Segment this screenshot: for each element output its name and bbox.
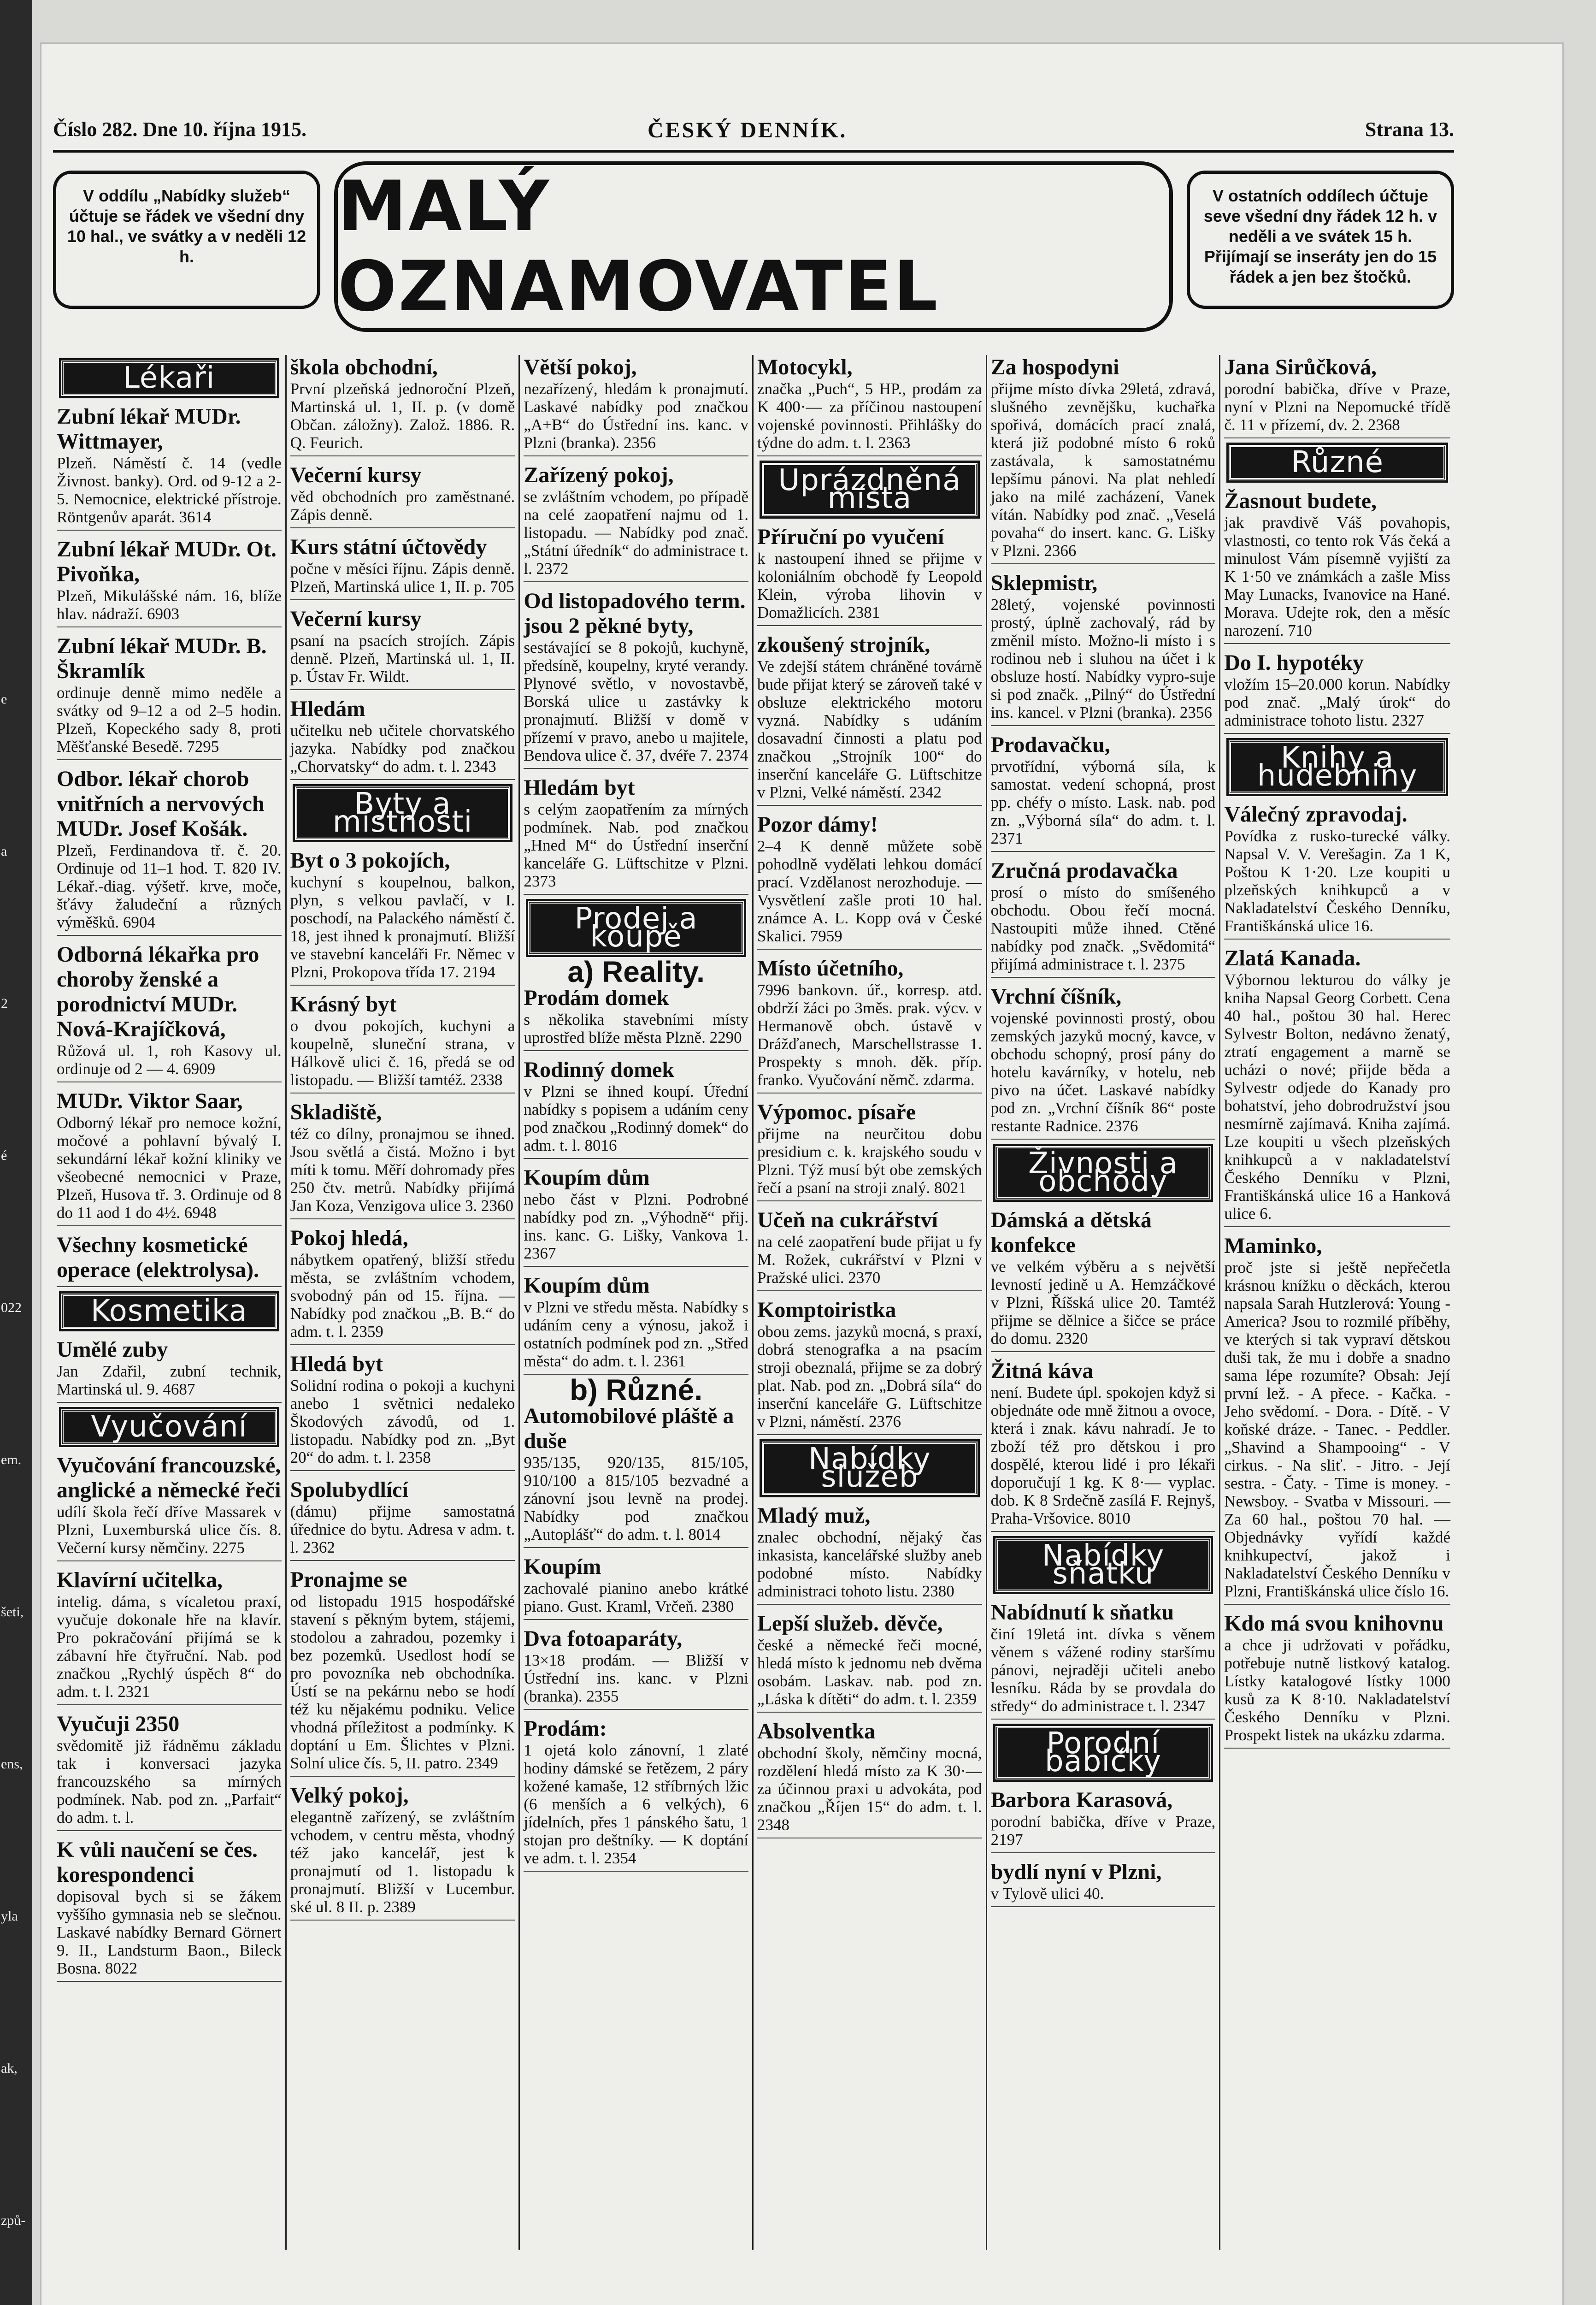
ad-headline: K vůli naučení se čes. korespondenci <box>57 1838 258 1887</box>
classified-columns <box>53 355 1454 2250</box>
ad-headline: Hledám byt <box>524 775 635 800</box>
ad-body: Jan Zdařil, zubní technik, Martinská ul. 9. 4687 <box>57 1362 282 1398</box>
classified-ad <box>290 1100 515 1219</box>
ad-column <box>754 355 987 2250</box>
classified-ad <box>1224 1234 1450 1605</box>
ad-body: udílí škola řečí dříve Massarek v Plzni, Luxemburská ulice čís. 8. Večerní kursy němčiny. 2275 <box>57 1503 282 1557</box>
classified-ad <box>1224 355 1450 438</box>
classified-banner <box>53 161 1454 337</box>
classified-ad <box>290 1352 515 1471</box>
classified-ad <box>524 1554 748 1620</box>
ad-headline: Za hospodyni <box>990 355 1119 379</box>
ad-body: od listopadu 1915 hospodářské stavení s pěkným bytem, stájemi, stodolou a zahradou, pozemky i bez pozemků. Usedlost hodí se pro povozníka neb obchodníka. Ústí se na pekárnu nebo se hodí též ku nějakému podniku. Velice vhodná příležitost a podmínky. K doptání u Em. Šlichtes v Plzni. Solní ulice čís. 5, II. patro. 2349 <box>290 1592 515 1772</box>
category-heading: Byty a místnosti <box>295 786 511 840</box>
classified-ad <box>1224 1611 1450 1749</box>
ad-headline: Velký pokoj, <box>290 1783 409 1808</box>
ad-body: též co dílny, pronajmou se ihned. Jsou světlá a čistá. Možno i byt míti k tomu. Měří dohromady přes 250 čtv. metrů. Nabídky přijímá Jan Koza, Venzigova ulice 3. 2360 <box>290 1125 515 1215</box>
ad-body: sestávající se 8 pokojů, kuchyně, předsíně, koupelny, kryté verandy. Plynové světlo, v novostavbě, Borská ulice u zastávky k pronajmutí. Bližší v domě v přízemí v pravo, anebo u majitele, Bendova ulice č. 37, dvéře 7. 2374 <box>524 638 748 764</box>
ad-body: k nastoupení ihned se přijme v koloniálním obchodě fy Leopold Klein, výroba lihovin v Domažlicích. 2381 <box>757 550 982 621</box>
ad-body: 28letý, vojenské povinnosti prostý, úplně zachovalý, rád by změnil místo. Možno-li místo i s rodinou neb i sluhou na účet i k obsluze hostí. Nabídky vypro-suje si pod značk. „Pilný“ do Ústřední ins. kancel. v Plzni (branka). 2356 <box>990 596 1216 721</box>
category-heading: Kosmetika <box>61 1294 277 1329</box>
ad-headline: Žitná káva <box>990 1359 1094 1383</box>
category-heading: Vyučování <box>61 1409 277 1445</box>
classified-ad <box>57 1453 282 1561</box>
classified-ad <box>57 1568 282 1705</box>
ad-body: nezařízený, hledám k pronajmutí. Laskavé nabídky pod značkou „A+B“ do Ústřední ins. kanc. v Plzni (branka). 2356 <box>524 380 748 452</box>
ad-headline: Prodavačku, <box>990 733 1110 757</box>
classified-ad <box>290 1783 515 1921</box>
ad-headline: Lepší služeb. děvče, <box>757 1611 943 1636</box>
ad-headline: zkoušený strojník, <box>757 632 931 657</box>
ad-body: psaní na psacích strojích. Zápis denně. Plzeň, Martinská ul. 1, II. p. Ústav Fr. Wildt. <box>290 632 515 686</box>
ad-body: nábytkem opatřený, bližší středu města, se zvláštním vchodem, svobodný pán od 15. října. — Nabídky pod značkou „B. B.“ do adm. t. l. 2359 <box>290 1251 515 1341</box>
ad-body: přijme na neurčitou dobu presidium c. k. krajského soudu v Plzni. Týž musí být obe zemských řečí a psaní na stroji znalý. 8021 <box>757 1125 982 1197</box>
ad-headline: Do I. hypotéky <box>1224 650 1364 675</box>
ad-body: 2–4 K denně můžete sobě pohodlně vydělati lehkou domácí prací. Vzdělanost nerozhoduje. — Vysvětlení zašle proti 10 hal. známce A. L. Kopp ová v České Skalici. 7959 <box>757 837 982 945</box>
ad-body: na celé zaopatření bude přijat u fy M. Rožek, cukrářství v Plzni v Pražské ulici. 2370 <box>757 1233 982 1287</box>
classified-ad <box>524 589 748 769</box>
ad-body: Povídka z rusko-turecké války. Napsal V. V. Verešagin. Za 1 K, Poštou K 1·20. Lze koupiti u plzeňských knihkupců a v Nakladatelství Českého Denníku, Františkánská ulice 16. <box>1224 827 1450 935</box>
ad-headline: Byt o 3 pokojích, <box>290 848 450 873</box>
classified-ad <box>57 1712 282 1831</box>
ad-headline: Větší pokoj, <box>524 355 637 379</box>
classified-ad <box>1224 946 1450 1227</box>
ad-body: Solidní rodina o pokoji a kuchyni anebo 1 světnici nedaleko Škodových závodů, od 1. listopadu. Nabídky pod zn. „Byt 20“ do adm. t. l. 2358 <box>290 1377 515 1466</box>
classified-ad <box>57 1337 282 1403</box>
ad-column <box>987 355 1221 2250</box>
classified-ad <box>991 858 1216 978</box>
ad-headline: Vyučuji 2350 <box>57 1712 180 1736</box>
classified-ad <box>524 1273 748 1375</box>
ad-headline: Spolubydlící <box>290 1478 408 1502</box>
classified-ad <box>57 404 282 531</box>
classified-ad <box>757 812 982 950</box>
ad-headline: Nabídnutí k sňatku <box>990 1600 1174 1625</box>
classified-ad <box>524 1626 748 1710</box>
page-header <box>53 118 1454 153</box>
classified-ad <box>757 632 982 806</box>
ad-headline: Pozor dámy! <box>757 812 878 837</box>
ad-body: porodní babička, dříve v Praze, nyní v Plzni na Nepomucké třídě č. 11 v přízemí, dv. 2. 2368 <box>1224 380 1450 434</box>
ad-headline: Absolventka <box>757 1719 876 1744</box>
adjacent-page-fragment: 022 <box>1 1300 22 1315</box>
classified-ad <box>290 1478 515 1561</box>
ad-body: Plzeň, Mikulášské nám. 16, blíže hlav. nádraží. 6903 <box>57 587 282 623</box>
classified-ad <box>757 1208 982 1291</box>
ad-headline: Zručná prodavačka <box>990 858 1178 883</box>
ad-body: znalec obchodní, nějaký čas inkasista, kancelářské služby aneb podobné místo. Nabídky administraci tohoto listu. 2380 <box>757 1528 982 1600</box>
ad-body: ve velkém výběru a s největší levností jedině u A. Hemzáčkové v Plzni, Říšská ulice 20. Tamtéž přijme se dělnice a šičce se práce do domu. 2320 <box>990 1258 1216 1348</box>
category-heading: Lékaři <box>61 361 277 396</box>
ad-body: české a německé řeči mocné, hledá místo k jednomu neb dvěma osobám. Laskav. nab. pod zn. „Láska k dítěti“ do adm. t. l. 2359 <box>757 1636 982 1708</box>
ad-headline: Mladý muž, <box>757 1503 871 1528</box>
category-heading: Uprázdněná místa <box>762 463 978 516</box>
ad-headline: Zubní lékař MUDr. Wittmayer, <box>57 404 241 454</box>
ad-body: 1 ojetá kolo zánovní, 1 zlaté hodiny dámské se řetězem, 2 páry kožené kamaše, 12 stříbrných lžic (6 menších a 6 velkých), 6 jídelních, přes 1 pánského šatu, 1 stojan pro deštníky. — K doptání ve adm. t. l. 2354 <box>524 1741 748 1867</box>
adjacent-page-fragment: ak, <box>1 2061 18 2076</box>
classified-ad <box>991 984 1216 1140</box>
ad-body: intelig. dáma, s vícaletou praxí, vyučuje dokonale hře na klavír. Pro pokračování přijímá se k zábavní hře čtyřruční. Nab. pod značkou „Rychlý úspěch 8“ do adm. t. l. 2321 <box>57 1593 282 1701</box>
ad-headline: Umělé zuby <box>57 1337 168 1362</box>
ad-headline: Kurs státní účtovědy <box>290 535 487 559</box>
ad-body: proč jste si ještě nepřečetla krásnou knížku o děckách, kterou napsala Sarah Hutzlerová: Young - America? Jsou to rozmilé příběhy, ve kterých si tak vypraví dětskou duši tak, že mu i dobře a snadno sama lépe rozumíte? Obsah: Její první lež. - A přece. - Kačka. - Jeho svědomí. - Dora. - Dítě. - V koňské dráze. - Tanec. - Peddler. „Shavind a Shampooing“ - V cirkus. - Na sliť. - Jitro. - Její sestra. - Čaty. - Time is money. - Newsboy. - Svatba v Missouri. — Za 60 hal., poštou 70 hal. — Objednávky vyřídí každé knihkupectví, jakož i Nakladatelství Českého Denníku v Plzni, Františkánská ulice číslo 16. <box>1224 1259 1450 1600</box>
ad-headline: Učeň na cukrářství <box>757 1208 938 1232</box>
ad-body: 7996 bankovn. úř., korresp. atd. obdrží žáci po 3měs. prak. výcv. v Hermanově obch. ústavě v Drážďanech, Marschellstrasse 1. Prospekty s mnoh. děk. příp. franko. Vyučování němč. zdarma. <box>757 981 982 1089</box>
classified-ad <box>757 1611 982 1713</box>
classified-ad <box>57 634 282 760</box>
ad-body: obou zems. jazyků mocná, s praxí, dobrá stenografka a na psacím stroji obeznalá, přijme se za dobrý plat. Nab. pod zn. „Dobrá síla“ do inserční kanceláře G. Lüftschitze v Plzni, náměstí. 2376 <box>757 1323 982 1430</box>
classified-ad <box>290 463 515 528</box>
classified-ad <box>757 1298 982 1435</box>
ad-headline: Sklepmistr, <box>990 571 1098 595</box>
ad-body: Růžová ul. 1, roh Kasovy ul. ordinuje od 2 — 4. 6909 <box>57 1042 282 1078</box>
ad-headline: Dva fotoaparáty, <box>524 1626 683 1651</box>
ad-body: První plzeňská jednoroční Plzeň, Martinská ul. 1, II. p. (v domě Občan. záložny). Založ. 1886. R. Q. Feurich. <box>290 380 515 452</box>
ad-headline: Odbor. lékař chorob vnitřních a nervových MUDr. Josef Košák. <box>57 767 265 841</box>
ad-column <box>287 355 520 2250</box>
classified-ad <box>991 355 1216 564</box>
classified-ad <box>757 355 982 456</box>
ad-headline: Automobilové pláště a duše <box>524 1404 734 1453</box>
ad-body: obchodní školy, němčiny mocná, rozdělení hledá místo za K 30·— za účinnou praxi u advokáta, pod značkou „Říjen 15“ do adm. t. l. 2348 <box>757 1744 982 1834</box>
classified-ad <box>290 697 515 780</box>
ad-headline: Výpomoc. písaře <box>757 1100 916 1124</box>
ad-headline: Hledá byt <box>290 1352 383 1376</box>
ad-body: přijme místo dívka 29letá, zdravá, slušného zevnějšku, kuchařka spořivá, domácích prací znalá, která již podobné místo 6 roků zastávala, k samostatnému lepšímu pánovi. Na plat nehledí jako na milé zacházení, Vanek vítán. Nabídky pod znač. „Veselá povaha“ do insert. kanc. G. Lišky v Plzni. 2366 <box>990 380 1216 560</box>
ad-headline: Odborná lékařka pro choroby ženské a porodnictví MUDr. Nová-Krajíčková, <box>57 942 259 1041</box>
ad-headline: Pronajme se <box>290 1567 407 1592</box>
subcategory-heading: b) Různé. <box>570 1373 703 1407</box>
classified-ad <box>290 1226 515 1345</box>
ad-body: Plzeň. Náměstí č. 14 (vedle Živnost. banky). Ord. od 9-12 a 2-5. Nemocnice, elektrické přístroje. Röntgenův aparát. 3614 <box>57 454 282 526</box>
ad-headline: Koupím dům <box>524 1165 650 1190</box>
category-heading: Nabídky sňatku <box>995 1538 1211 1592</box>
ad-body: v Tylově ulici 40. <box>990 1885 1104 1903</box>
classified-ad <box>524 1058 748 1159</box>
ad-headline: Rodinný domek <box>524 1058 675 1082</box>
ad-headline: Zubní lékař MUDr. Ot. Pivoňka, <box>57 537 277 586</box>
classified-ad <box>57 942 282 1082</box>
ad-headline: Skladiště, <box>290 1100 382 1124</box>
ad-headline: škola obchodní, <box>290 355 438 379</box>
ad-headline: Žasnout budete, <box>1224 489 1377 513</box>
ad-body: vojenské povinnosti prostý, obou zemských jazyků mocný, kavce, v obchodu schopný, prosí pány do hotelu kavárníky, v hotelu, neb pivo na účet. Laskavé nabídky pod zn. „Vrchní číšník 86“ poste restante Radnice. 2376 <box>990 1009 1216 1135</box>
classified-ad <box>290 355 515 456</box>
ad-headline: MUDr. Viktor Saar, <box>57 1089 243 1113</box>
classified-ad <box>991 571 1216 726</box>
ad-body: elegantně zařízený, se zvláštním vchodem, v centru města, vhodný též jako kancelář, jest k pronajmutí od 1. listopadu k pronajmutí. Bližší v Lucembur. ské ul. 8 II. p. 2389 <box>290 1808 515 1916</box>
classified-ad <box>757 525 982 626</box>
pricing-note-right: V ostatních oddílech účtuje seve všední dny řádek 12 h. v neděli a ve svátek 15 h. Přijímají se inseráty jen do 15 řádek a jen bez štočků. <box>1187 171 1454 309</box>
ad-body: nebo část v Plzni. Podrobné nabídky pod zn. „Výhodně“ přij. ins. kanc. G. Lišky, Vankova 1. 2367 <box>524 1190 748 1262</box>
ad-body: činí 19letá int. dívka s věnem věnem s vážené rodiny staršímu pánovi, nejraději učiteli anebo lesníku. Ráda by se provdala do středy“ do administrace t. l. 2347 <box>990 1625 1216 1715</box>
ad-body: (dámu) přijme samostatná úřednice do bytu. Adresa v adm. t. l. 2362 <box>290 1502 515 1556</box>
ad-body: o dvou pokojích, kuchyni a koupelně, sluneční strana, v Hálkově ulici č. 16, předá se od listopadu. — Bližší tamtéž. 2338 <box>290 1017 515 1089</box>
ad-body: učitelku neb učitele chorvatského jazyka. Nabídky pod značkou „Chorvatsky“ do adm. t. l. 2343 <box>290 721 515 775</box>
classified-ad <box>1224 489 1450 644</box>
classified-ad <box>991 1359 1216 1532</box>
ad-headline: Válečný zpravodaj. <box>1224 802 1408 827</box>
ad-headline: Zubní lékař MUDr. B. Škramlík <box>57 634 267 683</box>
classified-ad <box>991 1600 1216 1720</box>
classified-ad <box>57 767 282 936</box>
ad-body: s několika stavebními místy uprostřed blíže města Plzně. 2290 <box>524 1011 748 1046</box>
ad-headline: Místo účetního, <box>757 956 904 981</box>
ad-body: prvotřídní, výborná síla, k samostat. vedení schopná, prost pp. chéfy o místo. Lask. nab. pod zn. „Výborná síla“ do adm. t. l. 2371 <box>990 757 1216 847</box>
classified-ad <box>57 1089 282 1226</box>
ad-headline: Kdo má svou knihovnu <box>1224 1611 1444 1636</box>
subcategory-heading: a) Reality. <box>567 955 705 988</box>
classified-ad <box>290 992 515 1093</box>
ad-headline: Koupím <box>524 1554 601 1579</box>
ad-headline: Hledám <box>290 697 365 721</box>
classified-ad <box>524 463 748 582</box>
pricing-note-left: V oddílu „Nabídky služeb“ účtuje se řádek ve všední dny 10 hal., ve svátky a v neděli 12 h. <box>53 171 320 309</box>
adjacent-page-fragment: ens, <box>1 1756 23 1772</box>
classified-ad <box>524 355 748 456</box>
ad-body: porodní babička, dříve v Praze, 2197 <box>990 1813 1216 1849</box>
adjacent-page-strip <box>0 0 32 2305</box>
adjacent-page-fragment: é <box>1 1148 7 1163</box>
ad-body: v Plzni ve středu města. Nabídky s udáním ceny a výnosu, jakož i ostatních podmínek pod zn. „Střed města“ do adm. t. l. 2361 <box>524 1298 748 1370</box>
classified-ad <box>524 1716 748 1872</box>
ad-headline: Večerní kursy <box>290 607 422 631</box>
ad-headline: Od listopadového term. jsou 2 pěkné byty, <box>524 589 746 638</box>
ad-body: s celým zaopatřením za mírných podmínek. Nab. pod značkou „Hned M“ do Ústřední inserční kanceláře G. Lüftschitze v Plzni. 2373 <box>524 800 748 890</box>
page-number: Strana 13. <box>1365 118 1454 141</box>
ad-body: 13×18 prodám. — Bližší v Ústřední ins. kanc. v Plzni (branka). 2355 <box>524 1651 748 1705</box>
ad-headline: Komptoiristka <box>757 1298 896 1322</box>
ad-body: Odborný lékař pro nemoce kožní, močové a pohlavní bývalý I. sekundární lékař kožní kliniky ve všeobecné nemocnici v Praze, Plzeň, Husova tř. 3. Ordinuje od 8 do 11 aod 1 do 4½. 6948 <box>57 1114 282 1222</box>
section-title: MALÝ OZNAMOVATEL <box>334 161 1173 332</box>
adjacent-page-fragment: šeti, <box>1 1604 24 1619</box>
classified-ad <box>290 535 515 600</box>
ad-body: kuchyní s koupelnou, balkon, plyn, s velkou pavlačí, v I. poschodí, na Palackého náměstí č. 18, jest ihned k pronajmutí. Bližší ve stavební kanceláři Fr. Němec v Plzni, Prokopova třída 17. 2194 <box>290 873 515 981</box>
classified-ad <box>991 1860 1216 1907</box>
classified-ad <box>524 1404 748 1548</box>
newspaper-title: ČESKÝ DENNÍK. <box>648 118 848 142</box>
ad-body: vložím 15–20.000 korun. Nabídky pod znač. „Malý úrok“ do administrace tohoto listu. 2327 <box>1224 675 1450 729</box>
classified-ad <box>57 537 282 627</box>
classified-ad <box>757 1100 982 1201</box>
adjacent-page-fragment: em. <box>1 1452 22 1467</box>
ad-headline: Prodám domek <box>524 986 669 1010</box>
ad-headline: Večerní kursy <box>290 463 422 487</box>
ad-body: prosí o místo do smíšeného obchodu. Obou řečí mocná. Nastoupiti může ihned. Ctěné nabídky pod značk. „Svědomitá“ přijímá administrace t. l. 2375 <box>990 883 1216 973</box>
classified-ad <box>524 1165 748 1267</box>
ad-headline: Pokoj hledá, <box>290 1226 408 1250</box>
classified-ad <box>290 607 515 690</box>
classified-ad <box>524 775 748 895</box>
classified-ad <box>524 986 748 1051</box>
classified-ad <box>1224 802 1450 940</box>
ad-headline: Zlatá Kanada. <box>1224 946 1361 970</box>
classified-ad <box>991 733 1216 852</box>
category-heading: Různé <box>1229 445 1446 480</box>
ad-headline: Koupím dům <box>524 1273 650 1298</box>
classified-ad <box>290 1567 515 1777</box>
ad-body: dopisoval bych si se žákem vyššího gymnasia neb se slečnou. Laskavé nabídky Bernard Görnert 9. II., Landsturm Baon., Bileck Bosna. 8022 <box>57 1887 282 1977</box>
adjacent-page-fragment: způ- <box>1 2213 26 2228</box>
ad-headline: Prodám: <box>524 1716 607 1741</box>
adjacent-page-fragment: e <box>1 692 7 707</box>
ad-body: Plzeň, Ferdinandova tř. č. 20. Ordinuje od 11–1 hod. T. 820 IV. Lékař.-diag. výšetř. krve, moče, šťávy žaludeční a různých výměšků. 6904 <box>57 841 282 931</box>
classified-ad <box>1224 650 1450 734</box>
ad-column <box>520 355 754 2250</box>
ad-column <box>1220 355 1454 2250</box>
category-heading: Živnosti a obchody <box>995 1146 1211 1200</box>
ad-body: ordinuje denně mimo neděle a svátky od 9–12 a od 2–5 hodin. Plzeň, Kopeckého sady 8, proti Měšťanské Besedě. 7295 <box>57 684 282 756</box>
ad-headline: Motocykl, <box>757 355 853 379</box>
classified-ad <box>991 1788 1216 1853</box>
classified-ad <box>757 1719 982 1838</box>
ad-body: Ve zdejší státem chráněné továrně bude přijat který se zároveň také v obsluze elektrického motoru vyzná. Nabídky s udáním dosavadní činnosti a platu pod značkou „Strojník 100“ do inserční kanceláře G. Lüftschitze v Plzni, Velké náměstí. 2342 <box>757 657 982 801</box>
category-heading: Nabídky služeb <box>762 1442 978 1495</box>
ad-body: a chce ji udržovati v pořádku, potřebuje nutně listkový katalog. Lístky katalogové lístky 1000 kusů za K 8·10. Nakladatelství Českého Denníku v Plzni. Prospekt listek na ukázku zdarma. <box>1224 1636 1450 1744</box>
ad-headline: Vrchní číšník, <box>990 984 1122 1009</box>
ad-body: zachovalé pianino anebo krátké piano. Gust. Kraml, Vrčeň. 2380 <box>524 1579 748 1615</box>
ad-column <box>53 355 287 2250</box>
ad-body: svědomitě již řádněmu základu tak i konversaci jazyka francouzského sa mírných podmínek. Nab. pod zn. „Parfait“ do adm. t. l. <box>57 1737 282 1826</box>
category-heading: Prodej a koupě <box>528 901 744 955</box>
ad-body: jak pravdivě Váš povahopis, vlastnosti, co tento rok Vás čeká a minulost Vám písemně vyjiští za K 1·50 ve známkách a zašle Miss May Lunacks, Ivanovice na Hané. Morava. Udejte rok, den a měsíc narození. 710 <box>1224 514 1450 639</box>
ad-body: 935/135, 920/135, 815/105, 910/100 a 815/105 bezvadné a zánovní jsou levně na prodej. Nabídky pod značkou „Autoplášť“ do adm. t. l. 8014 <box>524 1454 748 1543</box>
adjacent-page-fragment: a <box>1 844 7 859</box>
ad-body: v Plzni se ihned koupí. Úřední nabídky s popisem a udáním ceny pod značkou „Rodinný domek“ do adm. t. l. 8016 <box>524 1082 748 1154</box>
issue-date: Číslo 282. Dne 10. října 1915. <box>53 118 306 141</box>
classified-ad <box>991 1208 1216 1352</box>
ad-headline: Příruční po vyučení <box>757 525 944 549</box>
ad-headline: Jana Sirůčková, <box>1224 355 1377 379</box>
ad-headline: Dámská a dětská konfekce <box>990 1208 1152 1257</box>
classified-ad <box>757 1503 982 1605</box>
ad-headline: Všechny kosmetické operace (elektrolysa). <box>57 1233 259 1282</box>
category-heading: Knihy a hudebniny <box>1229 740 1446 794</box>
ad-headline: bydlí nyní v Plzni, <box>990 1860 1162 1884</box>
ad-body: Výbornou lekturou do války je kniha Napsal Georg Corbett. Cena 40 hal., poštou 30 hal. Herec Sylvestr Bolton, nedávno ženatý, ztratí engagement a marně se ucházi o nové; přijde běda a Sylvestr odjede do Kanady pro bohatství, jeho dobrodružství jsou nesmírně zajímavá. Kniha zajímá. Lze koupiti u všech plzeňských knihkupců a v nakladatelství Českého Denníku v Plzni, Františkánská ulice 16 a Hanková ulice 6. <box>1224 971 1450 1223</box>
ad-headline: Maminko, <box>1224 1234 1322 1258</box>
classified-ad <box>290 848 515 986</box>
category-heading: Porodní babičky <box>995 1726 1211 1779</box>
adjacent-page-fragment: yla <box>1 1909 18 1924</box>
classified-ad <box>57 1838 282 1982</box>
ad-body: věd obchodních pro zaměstnané. Zápis denně. <box>290 488 515 524</box>
adjacent-page-fragment: 2 <box>1 996 8 1011</box>
classified-ad <box>757 956 982 1093</box>
classified-ad <box>57 1233 282 1287</box>
ad-headline: Klavírní učitelka, <box>57 1568 223 1592</box>
ad-body: značka „Puch“, 5 HP., prodám za K 400·— za příčinou nastoupení vojenské povinnosti. Přihlášky do týdne do adm. t. l. 2363 <box>757 380 982 452</box>
ad-headline: Barbora Karasová, <box>990 1788 1173 1812</box>
ad-headline: Vyučování francouzské, anglické a německé řeči <box>57 1453 281 1502</box>
ad-headline: Krásný byt <box>290 992 397 1017</box>
ad-body: počne v měsíci říjnu. Zápis denně. Plzeň, Martinská ulice 1, II. p. 705 <box>290 560 515 596</box>
ad-headline: Zařízený pokoj, <box>524 463 674 487</box>
ad-body: není. Budete úpl. spokojen když si objednáte ode mně žitnou a ovoce, která i znak. kávu nahradí. Je to zboží též pro dětskou i pro dospělé, kterou lidé i pro lékaři doporučují 1 kg. K 8·— vyplac. dob. K 8 Srdečně zasílá F. Rejnyš, Praha-Vršovice. 8010 <box>990 1383 1216 1527</box>
ad-body: se zvláštním vchodem, po případě na celé zaopatření najmu od 1. listopadu. — Nabídky pod znač. „Státní úředník“ do administrace t. l. 2372 <box>524 488 748 578</box>
